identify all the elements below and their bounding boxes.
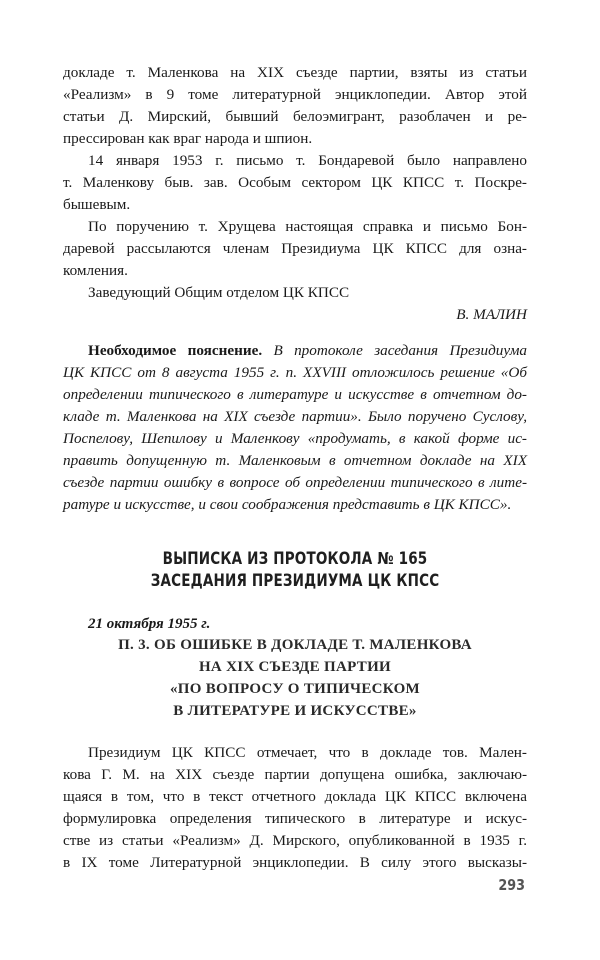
note-first-line <box>88 340 527 361</box>
text-line: комления. <box>63 262 128 279</box>
text-line: статьи Д. Мирский, бывший белоэмигрант, разоблачен и ре- <box>63 108 527 125</box>
note-line: кладе т. Маленкова на XIX съезде партии». Было поручено Суслову, <box>63 408 527 425</box>
note-line: определении типического в литературе и искусстве в отчетном до- <box>63 386 527 403</box>
document-date: 21 октября 1955 г. <box>88 616 211 632</box>
text-line: т. Маленкову быв. зав. Особым сектором ЦК КПСС т. Поскре- <box>63 174 527 191</box>
note-label: Необходимое пояснение. <box>88 342 263 359</box>
text-line: Президиум ЦК КПСС отмечает, что в докладе тов. Мален- <box>88 744 527 761</box>
item-heading-line: «ПО ВОПРОСУ О ТИПИЧЕСКОМ <box>169 681 421 697</box>
signature-name: В. МАЛИН <box>456 306 527 323</box>
text-line: стве из статьи «Реализм» Д. Мирского, опубликованной в 1935 г. <box>63 832 527 849</box>
item-heading-line: В ЛИТЕРАТУРЕ И ИСКУССТВЕ» <box>173 703 417 719</box>
note-line: ЦК КПСС от 8 августа 1955 г. п. XXVIII отложилось решение «Об <box>63 364 527 381</box>
text-line: щаяся в том, что в текст отчетного доклада ЦК КПСС включена <box>63 788 527 805</box>
text-line: «Реализм» в 9 томе литературной энциклопедии. Автор этой <box>63 86 527 103</box>
text-line: в IX томе Литературной энциклопедии. В силу этого высказы- <box>63 854 527 871</box>
item-heading-line: П. 3. ОБ ОШИБКЕ В ДОКЛАДЕ Т. МАЛЕНКОВА <box>118 637 472 653</box>
text-line: кова Г. М. на XIX съезде партии допущена ошибка, заключаю- <box>63 766 527 783</box>
text-line: бышевым. <box>63 196 131 213</box>
text-line: докладе т. Маленкова на XIX съезде партии, взяты из статьи <box>63 64 527 81</box>
text-line: По поручению т. Хрущева настоящая справка и письмо Бон- <box>88 218 527 235</box>
note-line: править допущенную т. Маленковым в отчетном докладе на XIX <box>63 452 527 469</box>
note-line: съезде партии ошибку в вопросе об определении типического в лите- <box>63 474 527 491</box>
note-line: Поспелову, Шепилову и Маленкову «продумать, в какой форме ис- <box>63 430 527 447</box>
section-heading-line: ЗАСЕДАНИЯ ПРЕЗИДИУМА ЦК КПСС <box>150 571 440 590</box>
note-first-text: В протоколе заседания Президиума <box>273 342 527 359</box>
signature-title: Заведующий Общим отделом ЦК КПСС <box>88 284 350 301</box>
section-heading-line: ВЫПИСКА ИЗ ПРОТОКОЛА № 165 <box>162 549 428 568</box>
item-heading-line: НА XIX СЪЕЗДЕ ПАРТИИ <box>198 659 392 675</box>
page-number: 293 <box>498 876 525 894</box>
note-line: ратуре и искусстве, и свои соображения представить в ЦК КПСС». <box>63 496 512 513</box>
text-line: 14 января 1953 г. письмо т. Бондаревой было направлено <box>88 152 527 169</box>
text-line: даревой рассылаются членам Президиума ЦК КПСС для озна- <box>63 240 527 257</box>
text-line: формулировка определения типического в литературе и искус- <box>63 810 527 827</box>
text-line: прессирован как враг народа и шпион. <box>63 130 313 147</box>
